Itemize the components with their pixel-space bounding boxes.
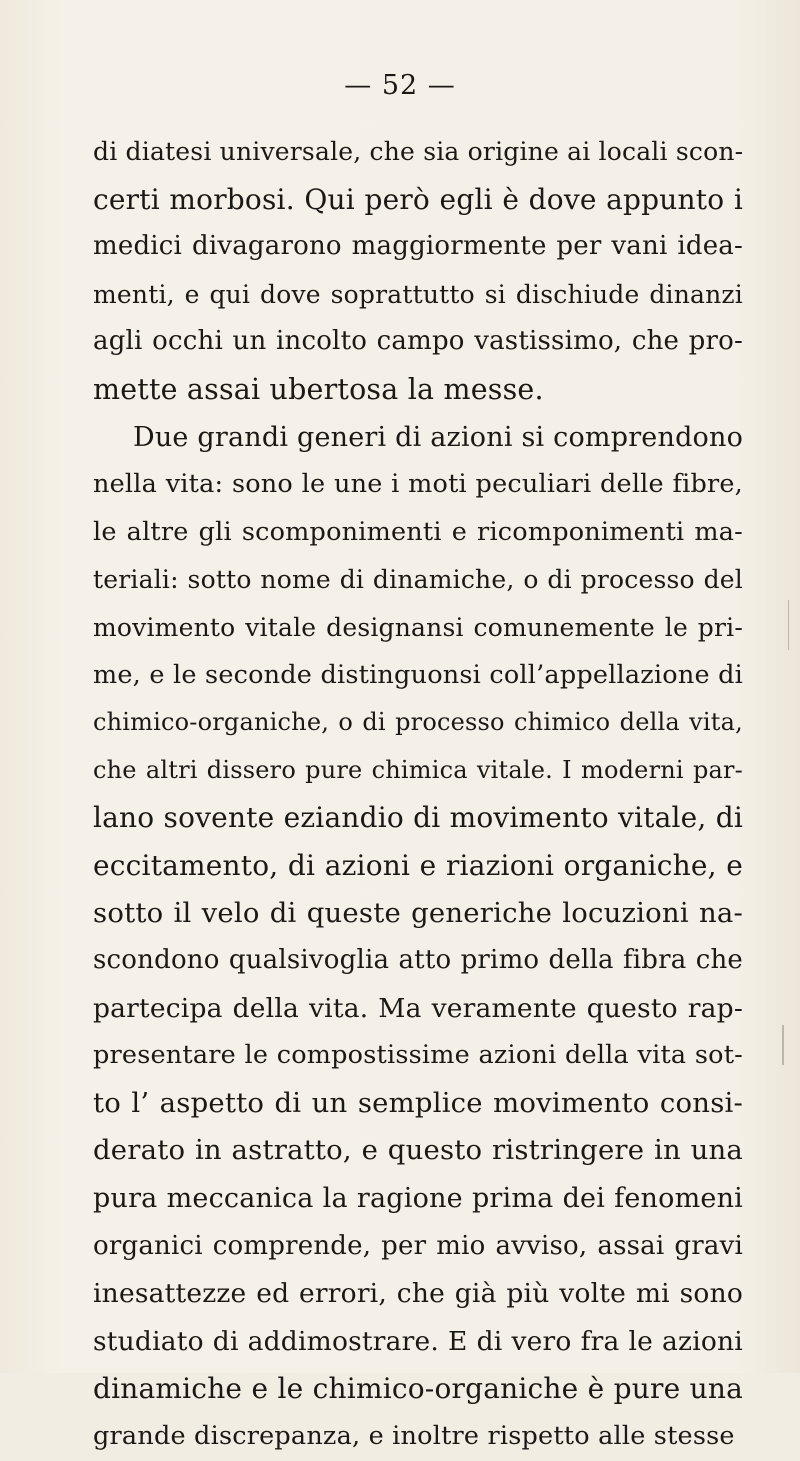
text-line: lano sovente eziandio di movimento vitale, di xyxy=(93,801,743,835)
text-line: organici comprende, per mio avviso, assai gravi xyxy=(93,1230,743,1261)
text-line: Due grandi generi di azioni si comprendono xyxy=(133,421,744,453)
page-number-header: — 52 — xyxy=(344,70,456,101)
text-line: pura meccanica la ragione prima dei fenomeni xyxy=(93,1183,743,1215)
text-line: mette assai ubertosa la messe. xyxy=(93,372,544,406)
text-line: partecipa della vita. Ma veramente questo rap- xyxy=(93,992,743,1024)
text-line: di diatesi universale, che sia origine ai locali scon- xyxy=(93,137,744,166)
text-line: movimento vitale designansi comunemente le pri- xyxy=(93,612,743,642)
text-line: le altre gli scomponimenti e ricomponimenti ma- xyxy=(93,516,743,547)
text-line: scondono qualsivoglia atto primo della fibra che xyxy=(93,945,743,976)
text-line: certi morbosi. Qui però egli è dove appunto i xyxy=(93,182,743,216)
text-line: me, e le seconde distinguonsi coll’appellazione di xyxy=(93,659,743,690)
text-line: chimico-organiche, o di processo chimico della vita, xyxy=(93,708,743,737)
page-edge-mark xyxy=(782,1025,784,1065)
text-line: nella vita: sono le une i moti peculiari delle fibre, xyxy=(93,469,743,500)
text-line: studiato di addimostrare. E di vero fra le azioni xyxy=(93,1325,743,1357)
text-line: agli occhi un incolto campo vastissimo, che pro- xyxy=(93,326,743,357)
text-line: menti, e qui dove soprattutto si dischiude dinanzi xyxy=(93,279,743,309)
text-line: teriali: sotto nome di dinamiche, o di processo del xyxy=(93,565,743,595)
text-line: dinamiche e le chimico-organiche è pure una xyxy=(93,1372,743,1406)
text-line: inesattezze ed errori, che già più volte mi sono xyxy=(93,1278,743,1310)
text-line: eccitamento, di azioni e riazioni organiche, e xyxy=(93,848,743,882)
text-line: che altri dissero pure chimica vitale. I moderni par- xyxy=(93,755,743,784)
body-text xyxy=(93,128,743,1461)
text-line: medici divagarono maggiormente per vani idea- xyxy=(93,231,743,262)
text-line: presentare le compostissime azioni della vita sot- xyxy=(93,1040,743,1071)
text-line: sotto il velo di queste generiche locuzioni na- xyxy=(93,896,743,929)
text-line: grande discrepanza, e inoltre rispetto alle stesse xyxy=(93,1421,735,1452)
text-line: to l’ aspetto di un semplice movimento consi- xyxy=(93,1086,743,1119)
text-line: derato in astratto, e questo ristringere in una xyxy=(93,1134,743,1167)
page-edge-mark xyxy=(788,600,789,650)
